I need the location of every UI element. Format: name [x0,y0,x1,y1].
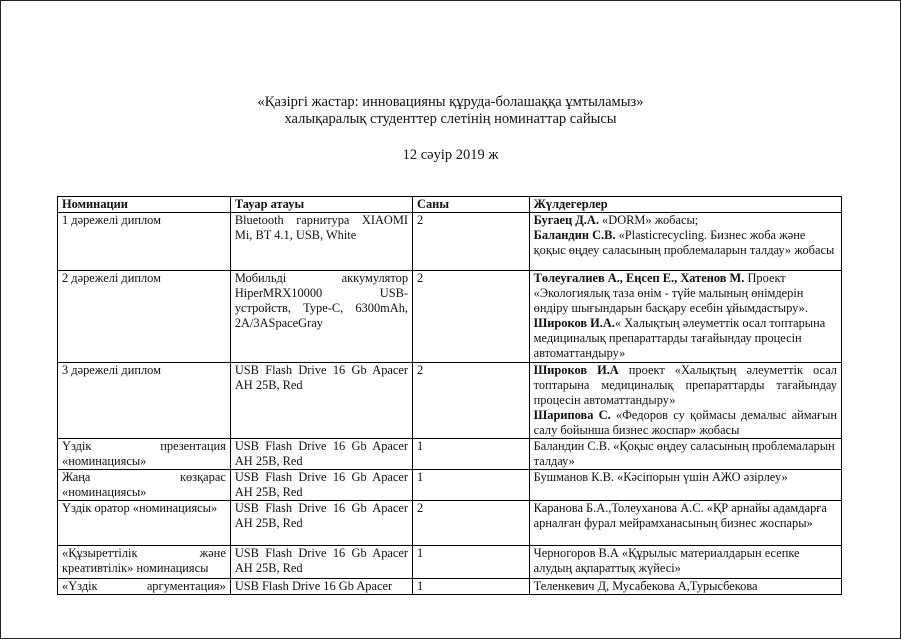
winner-project: «DORM» жобасы; [598,213,699,227]
nomination-word: және [199,546,226,560]
winner-project: «Plasticrecycling. Бизнес жоба және қоқыс өңдеу саласының проблемаларын талдау» жобасы [533,228,835,257]
product-cell: Bluetooth гарнитура XIAOMI Mi, BT 4.1, USB, White [230,213,412,271]
winners-cell [529,363,841,439]
winners-cell [529,271,841,363]
nomination-word: аргументация» [146,579,226,593]
winner-project: проект «Халықтың әлеуметтік осал топтарына медициналық препараттарды тағайындау процесін автоматтандыру» [533,363,837,407]
header-count: Саны [413,197,530,213]
nomination-cell: 1 дәрежелі диплом [58,213,231,271]
nomination-word: көзқарас [180,470,226,484]
winners-cell: Баландин С.В. «Қоқыс өңдеу саласының проблемаларын талдау» [529,439,841,470]
winner-project: «Федоров су қоймасы демалыс аймағын салу бойынша бизнес жоспар» жобасы [533,408,838,437]
winners-cell: Бушманов К.В. «Кәсіпорын үшін АЖО әзірлеу» [529,470,841,501]
table-row [58,213,842,271]
nomination-cell: Үздік оратор «номинациясы» [58,501,231,546]
nomination-cell [58,439,231,470]
product-cell: USB Flash Drive 16 Gb Apacer [230,579,412,595]
product-cell: USB Flash Drive 16 Gb Apacer AH 25B, Red [230,546,412,579]
count-cell: 2 [413,213,530,271]
nomination-cell [58,546,231,579]
document-date: 12 сәуір 2019 ж [402,147,499,163]
count-cell: 1 [413,546,530,579]
winner-project: Проект «Экологиялық таза өнім - түйе малының өнімдерін өндіру шығындарын басқару есебін ұйымдастыру». [533,271,808,315]
nomination-cell: 2 дәрежелі диплом [58,271,231,363]
table-row [58,546,842,579]
nomination-word: Жаңа [62,470,91,484]
winners-cell: Черногоров В.А «Құрылыс материалдарын есепке алудың ақпараттық жүйесі» [529,546,841,579]
winner-name: Бугаец Д.А. [533,213,599,227]
nomination-word: «номинациясы» [62,454,147,468]
count-cell: 1 [413,439,530,470]
winner-project: « Халықтың әлеуметтік осал топтарына медициналық препараттарды тағайындау процесін автоматтандыру» [533,316,826,360]
winner-name: Широков И.А. [533,316,615,330]
winners-cell: Теленкевич Д, Мусабекова А,Турысбекова [529,579,841,595]
winners-cell: Каранова Б.А.,Толеуханова А.С. «ҚР арнайы адамдарға арналған фурал мейрамханасының бизнес жоспары» [529,501,841,546]
nomination-word: «номинациясы» [62,485,147,499]
nomination-cell [58,470,231,501]
header-winners: Жүлдегерлер [529,197,841,213]
nomination-cell [58,579,231,595]
header-product: Тауар атауы [230,197,412,213]
header-nominations: Номинации [58,197,231,213]
count-cell: 2 [413,501,530,546]
count-cell: 2 [413,363,530,439]
winner-name: Шарипова С. [533,408,611,422]
nominations-table [57,196,842,595]
table-row [58,501,842,546]
table-row [58,470,842,501]
winners-cell [529,213,841,271]
nomination-cell: 3 дәрежелі диплом [58,363,231,439]
nomination-word: «Үздік [62,579,98,593]
count-cell: 1 [413,470,530,501]
product-cell: USB Flash Drive 16 Gb Apacer AH 25B, Red [230,470,412,501]
count-cell: 2 [413,271,530,363]
product-cell: USB Flash Drive 16 Gb Apacer AH 25B, Red [230,363,412,439]
nomination-word: «Құзыреттілік [62,546,138,560]
nomination-word: Үздік [62,439,92,453]
table-row [58,579,842,595]
winner-name: Төлеуғалиев А., Еңсеп Е., Хатенов М. [533,271,745,285]
product-cell: Мобильді аккумулятор HiperMRX10000 USB-устройств, Type-C, 6300mAh, 2A/3ASpaceGray [230,271,412,363]
table-header-row [58,197,842,213]
table-row [58,363,842,439]
product-cell: USB Flash Drive 16 Gb Apacer AH 25B, Red [230,501,412,546]
nomination-word: презентация [160,439,226,453]
table-row [58,271,842,363]
nomination-word: креативтілік» номинациясы [62,561,209,575]
title-line-1: «Қазіргі жастар: инновацияны құруда-болашаққа ұмтыламыз» [257,94,644,110]
document-title [1,94,900,128]
product-cell: USB Flash Drive 16 Gb Apacer AH 25B, Red [230,439,412,470]
winner-name: Широков И.А [533,363,619,377]
count-cell: 1 [413,579,530,595]
table-row [58,439,842,470]
title-line-2: халықаралық студенттер слетінің номинаттар сайысы [284,111,617,127]
winner-name: Баландин С.В. [533,228,616,242]
